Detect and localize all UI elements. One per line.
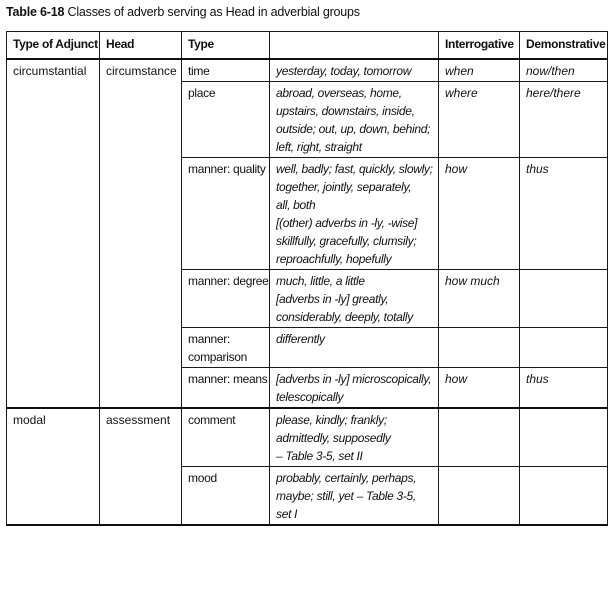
examples-cell-line: probably, certainly, perhaps, bbox=[276, 471, 417, 485]
examples-cell bbox=[270, 368, 439, 409]
interrogative-cell bbox=[439, 328, 520, 368]
demonstrative-value: now/then bbox=[526, 64, 575, 78]
interrogative-value: how bbox=[445, 162, 468, 176]
examples-cell bbox=[270, 82, 439, 158]
interrogative-cell bbox=[439, 82, 520, 158]
interrogative-cell bbox=[439, 59, 520, 82]
examples-cell-line: considerably, deeply, totally bbox=[276, 310, 413, 324]
type-cell bbox=[182, 408, 270, 467]
interrogative-cell bbox=[439, 368, 520, 409]
type-cell bbox=[182, 59, 270, 82]
type-cell-line: comment bbox=[188, 413, 236, 427]
examples-cell-line: well, badly; fast, quickly, slowly; bbox=[276, 162, 433, 176]
type-cell bbox=[182, 368, 270, 409]
demonstrative-value: thus bbox=[526, 372, 549, 386]
type-cell-line: manner: bbox=[188, 332, 230, 346]
examples-cell-line: please, kindly; frankly; bbox=[276, 413, 387, 427]
type-cell bbox=[182, 270, 270, 328]
header-type: Type bbox=[182, 32, 270, 60]
adjunct-type-cell: modal bbox=[7, 408, 100, 525]
adjunct-type-cell: circumstantial bbox=[7, 59, 100, 408]
examples-cell bbox=[270, 467, 439, 526]
interrogative-cell bbox=[439, 467, 520, 526]
examples-cell-line: all, both bbox=[276, 198, 316, 212]
demonstrative-cell bbox=[520, 82, 608, 158]
examples-cell-line: upstairs, downstairs, inside, bbox=[276, 104, 415, 118]
examples-cell-line: together, jointly, separately, bbox=[276, 180, 412, 194]
table-row bbox=[7, 59, 608, 82]
interrogative-cell bbox=[439, 158, 520, 270]
examples-cell-line: skillfully, gracefully, clumsily; bbox=[276, 234, 417, 248]
examples-cell-line: – Table 3-5, set II bbox=[276, 449, 363, 463]
examples-cell-line: [(other) adverbs in -ly, -wise] bbox=[276, 216, 418, 230]
demonstrative-cell bbox=[520, 158, 608, 270]
examples-cell-line: [adverbs in -ly] greatly, bbox=[276, 292, 389, 306]
type-cell-line: manner: degree bbox=[188, 274, 269, 288]
examples-cell bbox=[270, 158, 439, 270]
demonstrative-cell bbox=[520, 368, 608, 409]
interrogative-cell bbox=[439, 270, 520, 328]
header-demonstrative: Demonstrative bbox=[520, 32, 608, 60]
interrogative-cell bbox=[439, 408, 520, 467]
head-cell: circumstance bbox=[100, 59, 182, 408]
examples-cell-line: yesterday, today, tomorrow bbox=[276, 64, 412, 78]
examples-cell-line: maybe; still, yet – Table 3-5, bbox=[276, 489, 416, 503]
type-cell-line: comparison bbox=[188, 350, 248, 364]
examples-cell-line: reproachfully, hopefully bbox=[276, 252, 392, 266]
examples-cell bbox=[270, 270, 439, 328]
table-row bbox=[7, 408, 608, 467]
header-interrogative: Interrogative bbox=[439, 32, 520, 60]
type-cell-line: mood bbox=[188, 471, 217, 485]
interrogative-value: how bbox=[445, 372, 468, 386]
examples-cell-line: left, right, straight bbox=[276, 140, 362, 154]
interrogative-value: when bbox=[445, 64, 474, 78]
examples-cell-line: outside; out, up, down, behind; bbox=[276, 122, 431, 136]
examples-cell-line: set I bbox=[276, 507, 298, 521]
demonstrative-cell bbox=[520, 408, 608, 467]
table-number: Table 6-18 bbox=[6, 5, 65, 19]
table-caption bbox=[6, 4, 360, 20]
adverb-classes-table bbox=[6, 31, 608, 526]
interrogative-value: how much bbox=[445, 274, 500, 288]
table-title: Classes of adverb serving as Head in adverbial groups bbox=[67, 5, 360, 19]
demonstrative-value: thus bbox=[526, 162, 549, 176]
type-cell-line: manner: quality bbox=[188, 162, 266, 176]
type-cell-line: manner: means bbox=[188, 372, 268, 386]
demonstrative-cell bbox=[520, 328, 608, 368]
examples-cell bbox=[270, 59, 439, 82]
header-type-of-adjunct: Type of Adjunct bbox=[7, 32, 100, 60]
examples-cell-line: [adverbs in -ly] microscopically, bbox=[276, 372, 432, 386]
table-body bbox=[7, 59, 608, 525]
examples-cell bbox=[270, 408, 439, 467]
examples-cell-line: much, little, a little bbox=[276, 274, 365, 288]
type-cell bbox=[182, 328, 270, 368]
type-cell-line: place bbox=[188, 86, 216, 100]
type-cell bbox=[182, 158, 270, 270]
type-cell bbox=[182, 82, 270, 158]
header-examples bbox=[270, 32, 439, 60]
examples-cell-line: admittedly, supposedly bbox=[276, 431, 391, 445]
type-cell bbox=[182, 467, 270, 526]
demonstrative-value: here/there bbox=[526, 86, 581, 100]
demonstrative-cell bbox=[520, 270, 608, 328]
examples-cell-line: telescopically bbox=[276, 390, 344, 404]
examples-cell-line: abroad, overseas, home, bbox=[276, 86, 402, 100]
demonstrative-cell bbox=[520, 59, 608, 82]
header-row bbox=[7, 32, 608, 60]
interrogative-value: where bbox=[445, 86, 478, 100]
examples-cell-line: differently bbox=[276, 332, 325, 346]
head-cell: assessment bbox=[100, 408, 182, 525]
examples-cell bbox=[270, 328, 439, 368]
type-cell-line: time bbox=[188, 64, 210, 78]
demonstrative-cell bbox=[520, 467, 608, 526]
header-head: Head bbox=[100, 32, 182, 60]
